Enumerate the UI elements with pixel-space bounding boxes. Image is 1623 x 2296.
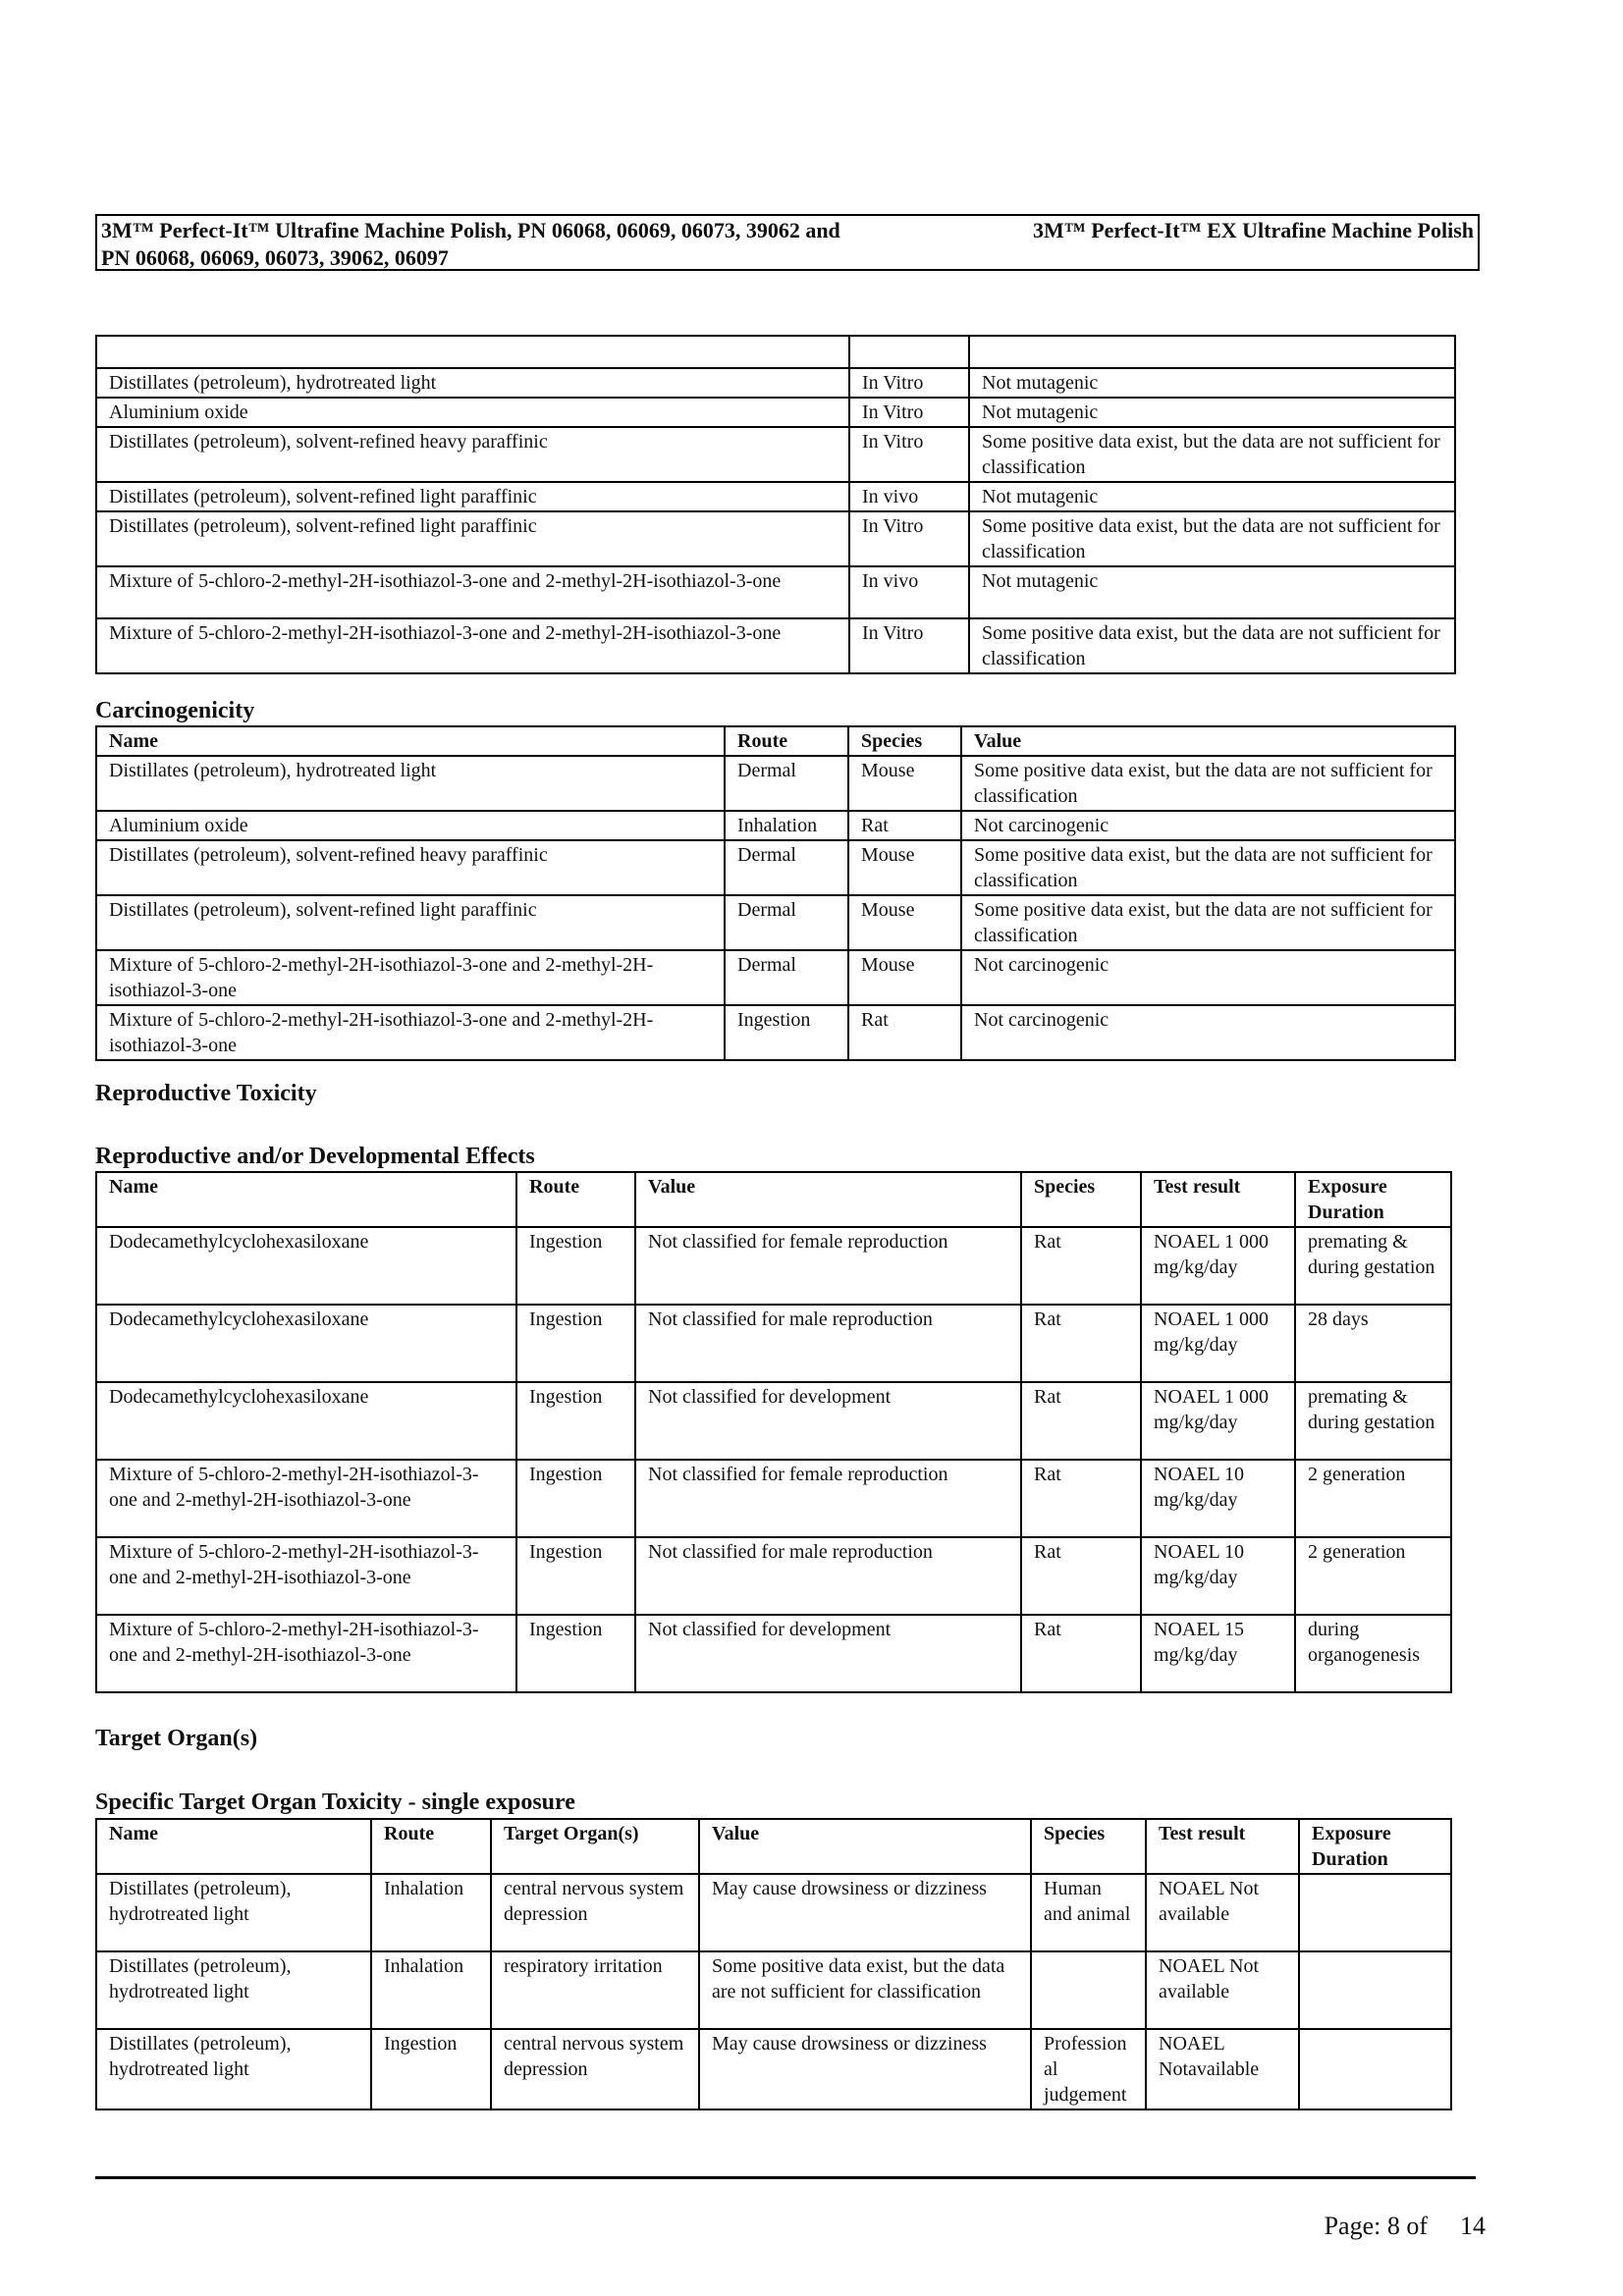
cell-name: Dodecamethylcyclohexasiloxane	[96, 1227, 516, 1305]
cell-value: Not mutagenic	[969, 398, 1455, 427]
table-row	[96, 566, 1455, 618]
column-header: Exposure Duration	[1299, 1819, 1451, 1874]
cell-species: Mouse	[848, 840, 961, 895]
cell-name: Distillates (petroleum), solvent-refined heavy paraffinic	[96, 427, 849, 482]
column-header: Exposure Duration	[1295, 1172, 1451, 1227]
cell-name: Distillates (petroleum), hydrotreated light	[96, 2029, 371, 2109]
cell-route: Dermal	[725, 840, 848, 895]
cell-species: Rat	[1021, 1615, 1141, 1692]
table-header-row	[96, 1172, 1451, 1227]
column-header: Value	[699, 1819, 1031, 1874]
column-header: Route	[516, 1172, 635, 1227]
cell-species: Professional judgement	[1031, 2029, 1146, 2109]
product-name-right: 3M™ Perfect-It™ EX Ultrafine Machine Polish	[1032, 218, 1474, 242]
section-title-carcinogenicity: Carcinogenicity	[95, 698, 255, 723]
table-header-row	[96, 336, 1455, 368]
cell-route: In Vitro	[849, 398, 969, 427]
cell-exposure	[1299, 2029, 1451, 2109]
cell-test-result: NOAEL 10 mg/kg/day	[1141, 1537, 1295, 1615]
cell-value: May cause drowsiness or dizziness	[699, 2029, 1031, 2109]
cell-route: In vivo	[849, 566, 969, 618]
target-organ-table	[95, 1818, 1452, 2110]
page-number	[1325, 2212, 1486, 2241]
cell-value: Some positive data exist, but the data are not sufficient for classification	[961, 756, 1455, 811]
column-header: Target Organ(s)	[491, 1819, 699, 1874]
cell-species: Rat	[1021, 1460, 1141, 1537]
carcinogenicity-table	[95, 725, 1456, 1061]
cell-name: Distillates (petroleum), solvent-refined light paraffinic	[96, 511, 849, 566]
cell-route: Inhalation	[371, 1874, 491, 1951]
cell-species: Rat	[1021, 1305, 1141, 1382]
column-header: Route	[725, 726, 848, 756]
table-row	[96, 2029, 1451, 2109]
cell-species: Rat	[1021, 1227, 1141, 1305]
column-header: Name	[96, 726, 725, 756]
cell-species: Rat	[1021, 1537, 1141, 1615]
product-name-left: 3M™ Perfect-It™ Ultrafine Machine Polish, PN 06068, 06069, 06073, 39062 and	[101, 218, 840, 242]
table-row	[96, 618, 1455, 673]
cell-species	[1031, 1951, 1146, 2029]
cell-value: Not classified for male reproduction	[635, 1537, 1021, 1615]
cell-name: Mixture of 5-chloro-2-methyl-2H-isothiazol-3-one and 2-methyl-2H-isothiazol-3-one	[96, 1615, 516, 1692]
table-header-row	[96, 726, 1455, 756]
cell-name: Distillates (petroleum), hydrotreated light	[96, 1874, 371, 1951]
mutagenicity-table	[95, 335, 1456, 674]
cell-name: Aluminium oxide	[96, 398, 849, 427]
cell-name: Dodecamethylcyclohexasiloxane	[96, 1305, 516, 1382]
table-row	[96, 511, 1455, 566]
reproductive-rows	[96, 1227, 1451, 1692]
section-subtitle-stot-single: Specific Target Organ Toxicity - single exposure	[95, 1789, 575, 1815]
cell-route: Inhalation	[725, 811, 848, 840]
table-header-row	[96, 1819, 1451, 1874]
cell-species: Rat	[1021, 1382, 1141, 1460]
product-header	[95, 214, 1480, 271]
cell-name: Dodecamethylcyclohexasiloxane	[96, 1382, 516, 1460]
section-subtitle-reproductive-effects: Reproductive and/or Developmental Effects	[95, 1144, 535, 1169]
cell-test-result: NOAEL 1 000 mg/kg/day	[1141, 1382, 1295, 1460]
table-row	[96, 811, 1455, 840]
target-organ-rows	[96, 1874, 1451, 2109]
cell-species: Mouse	[848, 895, 961, 950]
cell-exposure: during organogenesis	[1295, 1615, 1451, 1692]
cell-name: Distillates (petroleum), hydrotreated light	[96, 368, 849, 398]
table-row	[96, 756, 1455, 811]
mutagenicity-rows	[96, 368, 1455, 673]
reproductive-table	[95, 1171, 1452, 1693]
table-row	[96, 368, 1455, 398]
cell-route: Ingestion	[371, 2029, 491, 2109]
page-total: 14	[1460, 2212, 1486, 2240]
product-name-line2: PN 06068, 06069, 06073, 39062, 06097	[101, 245, 449, 270]
cell-value: Not carcinogenic	[961, 811, 1455, 840]
cell-name: Mixture of 5-chloro-2-methyl-2H-isothiazol-3-one and 2-methyl-2H-isothiazol-3-one	[96, 1537, 516, 1615]
cell-value: Some positive data exist, but the data are not sufficient for classification	[969, 511, 1455, 566]
cell-exposure	[1299, 1951, 1451, 2029]
cell-route: Dermal	[725, 756, 848, 811]
table-row	[96, 482, 1455, 511]
cell-test-result: NOAEL Not available	[1146, 1874, 1299, 1951]
table-row	[96, 1460, 1451, 1537]
cell-name: Distillates (petroleum), solvent-refined light paraffinic	[96, 482, 849, 511]
cell-species: Mouse	[848, 950, 961, 1005]
cell-route: Inhalation	[371, 1951, 491, 2029]
cell-route: Ingestion	[725, 1005, 848, 1060]
footer-divider	[95, 2176, 1476, 2179]
cell-route: Ingestion	[516, 1537, 635, 1615]
cell-test-result: NOAEL 1 000 mg/kg/day	[1141, 1305, 1295, 1382]
cell-value: Not mutagenic	[969, 368, 1455, 398]
cell-value: Some positive data exist, but the data are not sufficient for classification	[961, 895, 1455, 950]
cell-test-result: NOAEL Not available	[1146, 1951, 1299, 2029]
cell-exposure	[1299, 1874, 1451, 1951]
cell-value: Not classified for male reproduction	[635, 1305, 1021, 1382]
table-row	[96, 1537, 1451, 1615]
cell-exposure: 28 days	[1295, 1305, 1451, 1382]
cell-exposure: 2 generation	[1295, 1537, 1451, 1615]
cell-name: Aluminium oxide	[96, 811, 725, 840]
cell-organ: central nervous system depression	[491, 1874, 699, 1951]
table-row	[96, 1615, 1451, 1692]
cell-route: Ingestion	[516, 1460, 635, 1537]
column-header: Name	[96, 1172, 516, 1227]
cell-name: Distillates (petroleum), hydrotreated light	[96, 1951, 371, 2029]
column-header: Name	[96, 1819, 371, 1874]
cell-route: Ingestion	[516, 1227, 635, 1305]
cell-exposure: premating & during gestation	[1295, 1227, 1451, 1305]
table-row	[96, 398, 1455, 427]
column-header: Species	[1021, 1172, 1141, 1227]
carcinogenicity-rows	[96, 756, 1455, 1060]
table-row	[96, 427, 1455, 482]
section-title-target-organs: Target Organ(s)	[95, 1726, 258, 1751]
cell-species: Rat	[848, 1005, 961, 1060]
cell-species: Mouse	[848, 756, 961, 811]
page-label: Page: 8 of	[1324, 2212, 1428, 2240]
cell-route: Ingestion	[516, 1382, 635, 1460]
cell-value: Not classified for development	[635, 1382, 1021, 1460]
cell-route: In vivo	[849, 482, 969, 511]
column-header: Species	[1031, 1819, 1146, 1874]
section-title-reproductive-toxicity: Reproductive Toxicity	[95, 1081, 317, 1106]
cell-name: Distillates (petroleum), solvent-refined heavy paraffinic	[96, 840, 725, 895]
column-header: Species	[848, 726, 961, 756]
cell-value: Some positive data exist, but the data are not sufficient for classification	[969, 618, 1455, 673]
column-header: Route	[371, 1819, 491, 1874]
cell-value: Not carcinogenic	[961, 950, 1455, 1005]
column-header: Test result	[1141, 1172, 1295, 1227]
cell-route: Dermal	[725, 895, 848, 950]
cell-test-result: NOAEL 1 000 mg/kg/day	[1141, 1227, 1295, 1305]
table-row	[96, 1874, 1451, 1951]
table-row	[96, 895, 1455, 950]
cell-name: Distillates (petroleum), hydrotreated light	[96, 756, 725, 811]
cell-route: In Vitro	[849, 618, 969, 673]
table-row	[96, 1382, 1451, 1460]
cell-route: In Vitro	[849, 511, 969, 566]
cell-value: Not classified for female reproduction	[635, 1460, 1021, 1537]
cell-species: Rat	[848, 811, 961, 840]
cell-organ: central nervous system depression	[491, 2029, 699, 2109]
table-row	[96, 1227, 1451, 1305]
cell-value: Some positive data exist, but the data are not sufficient for classification	[961, 840, 1455, 895]
cell-species: Human and animal	[1031, 1874, 1146, 1951]
cell-name: Mixture of 5-chloro-2-methyl-2H-isothiazol-3-one and 2-methyl-2H-isothiazol-3-one	[96, 950, 725, 1005]
cell-test-result: NOAEL Notavailable	[1146, 2029, 1299, 2109]
cell-value: Not classified for female reproduction	[635, 1227, 1021, 1305]
cell-route: In Vitro	[849, 427, 969, 482]
cell-exposure: 2 generation	[1295, 1460, 1451, 1537]
cell-name: Mixture of 5-chloro-2-methyl-2H-isothiazol-3-one and 2-methyl-2H-isothiazol-3-one	[96, 618, 849, 673]
cell-name: Mixture of 5-chloro-2-methyl-2H-isothiazol-3-one and 2-methyl-2H-isothiazol-3-one	[96, 1005, 725, 1060]
cell-value: Not mutagenic	[969, 566, 1455, 618]
cell-value: May cause drowsiness or dizziness	[699, 1874, 1031, 1951]
table-row	[96, 1005, 1455, 1060]
cell-name: Mixture of 5-chloro-2-methyl-2H-isothiazol-3-one and 2-methyl-2H-isothiazol-3-one	[96, 566, 849, 618]
cell-name: Mixture of 5-chloro-2-methyl-2H-isothiazol-3-one and 2-methyl-2H-isothiazol-3-one	[96, 1460, 516, 1537]
cell-name: Distillates (petroleum), solvent-refined light paraffinic	[96, 895, 725, 950]
cell-route: Ingestion	[516, 1305, 635, 1382]
table-row	[96, 950, 1455, 1005]
cell-value: Not carcinogenic	[961, 1005, 1455, 1060]
cell-value: Some positive data exist, but the data are not sufficient for classification	[699, 1951, 1031, 2029]
table-row	[96, 1951, 1451, 2029]
cell-organ: respiratory irritation	[491, 1951, 699, 2029]
cell-route: Ingestion	[516, 1615, 635, 1692]
cell-route: In Vitro	[849, 368, 969, 398]
column-header: Value	[961, 726, 1455, 756]
cell-test-result: NOAEL 10 mg/kg/day	[1141, 1460, 1295, 1537]
cell-route: Dermal	[725, 950, 848, 1005]
cell-value: Not classified for development	[635, 1615, 1021, 1692]
cell-test-result: NOAEL 15 mg/kg/day	[1141, 1615, 1295, 1692]
column-header: Value	[635, 1172, 1021, 1227]
table-row	[96, 1305, 1451, 1382]
column-header: Test result	[1146, 1819, 1299, 1874]
table-row	[96, 840, 1455, 895]
cell-value: Not mutagenic	[969, 482, 1455, 511]
cell-exposure: premating & during gestation	[1295, 1382, 1451, 1460]
cell-value: Some positive data exist, but the data are not sufficient for classification	[969, 427, 1455, 482]
